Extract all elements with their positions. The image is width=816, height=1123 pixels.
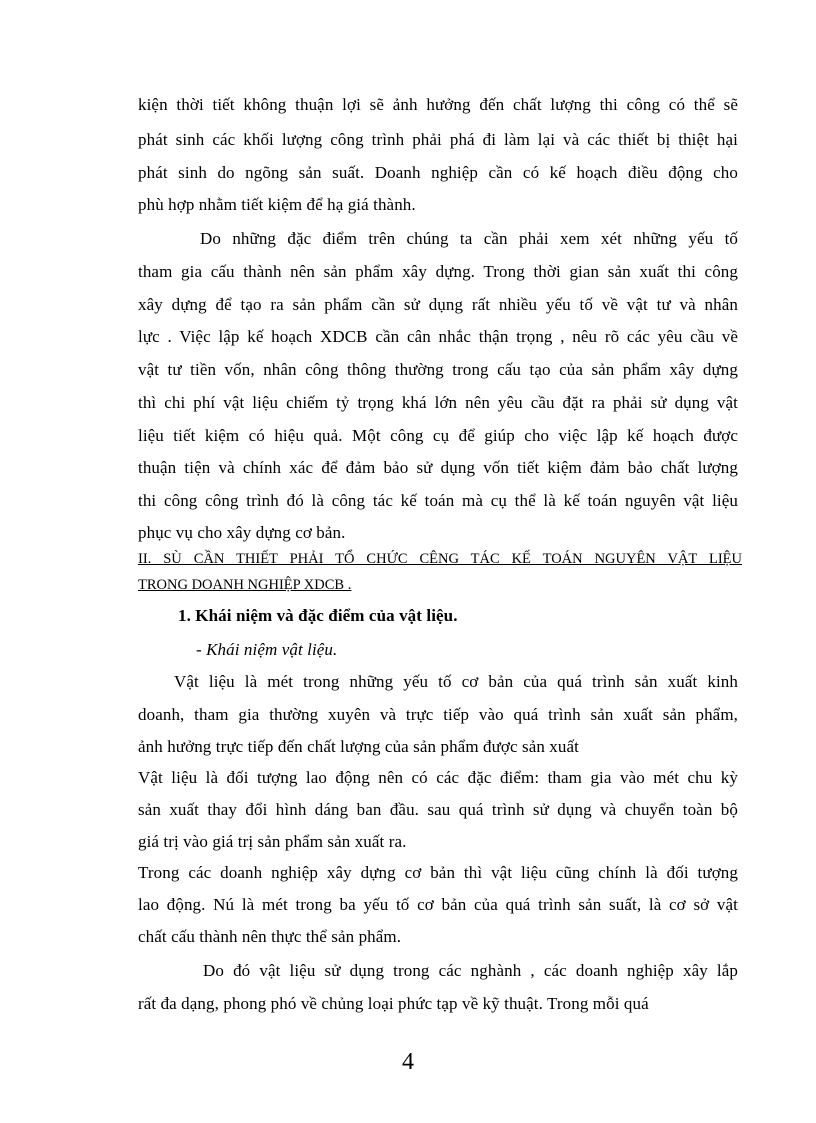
paragraph-1-line-3: phát sinh do ngõng sản suất. Doanh nghiệp cần có kế hoạch điều động cho: [138, 163, 738, 182]
paragraph-6-line-1: Do đó vật liệu sử dụng trong các nghành , các doanh nghiệp xây lắp: [203, 961, 738, 980]
subheading: 1. Khái niệm và đặc điểm của vật liệu.: [178, 606, 458, 625]
paragraph-2-line-7: liệu tiết kiệm có hiệu quả. Một công cụ để giúp cho việc lập kế hoạch được: [138, 426, 738, 445]
paragraph-2-line-10: phục vụ cho xây dựng cơ bản.: [138, 523, 346, 542]
paragraph-2-line-9: thi công công trình đó là công tác kế toán mà cụ thể là kế toán nguyên vật liệu: [138, 491, 738, 510]
paragraph-2-line-2: tham gia cấu thành nên sản phẩm xây dựng. Trong thời gian sản xuất thi công: [138, 262, 738, 281]
paragraph-1-line-4: phù hợp nhằm tiết kiệm để hạ giá thành.: [138, 195, 416, 214]
paragraph-2-line-1: Do những đặc điểm trên chúng ta cần phải xem xét những yếu tố: [200, 229, 738, 248]
paragraph-3-line-3: ảnh hưởng trực tiếp đến chất lượng của sản phẩm được sản xuất: [138, 737, 579, 756]
page-number: 4: [402, 1049, 414, 1075]
section-heading-line-1: II. SÙ CẦN THIẾT PHẢI TỔ CHỨC CÊNG TÁC KẾ TOÁN NGUYÊN VẬT LIỆU: [138, 551, 742, 567]
section-heading-line-2: TRONG DOANH NGHIỆP XDCB .: [138, 577, 352, 593]
paragraph-4-line-1: Vật liệu là đối tượng lao động nên có các đặc điểm: tham gia vào mét chu kỳ: [138, 768, 738, 787]
paragraph-1-line-1: kiện thời tiết không thuận lợi sẽ ảnh hưởng đến chất lượng thi công có thể sẽ: [138, 95, 738, 114]
paragraph-6-line-2: rất đa dạng, phong phó về chủng loại phức tạp về kỹ thuật. Trong mỗi quá: [138, 994, 649, 1013]
paragraph-2-line-5: vật tư tiền vốn, nhân công thông thường trong cấu tạo của sản phẩm xây dựng: [138, 360, 738, 379]
paragraph-5-line-1: Trong các doanh nghiệp xây dựng cơ bản thì vật liệu cũng chính là đối tượng: [138, 863, 738, 882]
paragraph-2-line-4: lực . Việc lập kế hoạch XDCB cần cân nhắc thận trọng , nêu rõ các yêu cầu về: [138, 327, 738, 346]
paragraph-2-line-3: xây dựng để tạo ra sản phẩm cần sử dụng rất nhiều yếu tố về vật tư và nhân: [138, 295, 738, 314]
paragraph-4-line-2: sản xuất thay đổi hình dáng ban đầu. sau quá trình sử dụng và chuyển toàn bộ: [138, 800, 738, 819]
paragraph-2-line-6: thì chi phí vật liệu chiếm tỷ trọng khá lớn nên yêu cầu đặt ra phải sử dụng vật: [138, 393, 738, 412]
paragraph-3-line-2: doanh, tham gia thường xuyên và trực tiếp vào quá trình sản xuất sản phẩm,: [138, 705, 738, 724]
paragraph-5-line-3: chất cấu thành nên thực thể sản phẩm.: [138, 927, 402, 946]
paragraph-4-line-3: giá trị vào giá trị sản phẩm sản xuất ra.: [138, 832, 407, 851]
paragraph-5-line-2: lao động. Nú là mét trong ba yếu tố cơ bản của quá trình sản suất, là cơ sở vật: [138, 895, 738, 914]
concept-label: - Khái niệm vật liệu.: [196, 640, 338, 659]
paragraph-1-line-2: phát sinh các khối lượng công trình phải phá đi làm lại và các thiết bị thiệt hại: [138, 130, 738, 149]
paragraph-2-line-8: thuận tiện và chính xác để đảm bảo sử dụng vốn tiết kiệm đảm bảo chất lượng: [138, 458, 738, 477]
paragraph-3-line-1: Vật liệu là mét trong những yếu tố cơ bản của quá trình sản xuất kinh: [174, 672, 738, 691]
